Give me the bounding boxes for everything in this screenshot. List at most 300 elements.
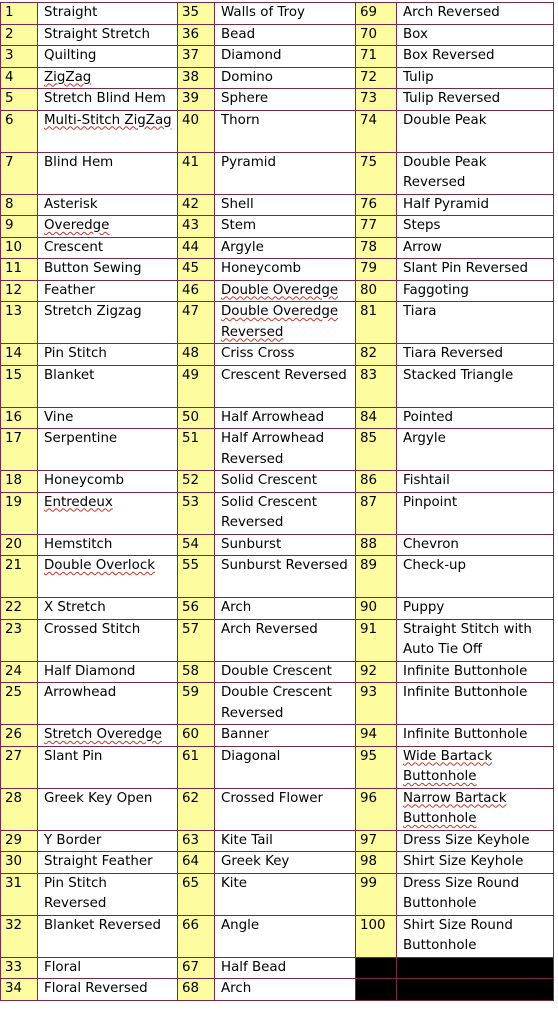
stitch-name-text: Hemstitch	[44, 536, 113, 552]
table-row	[1, 661, 554, 683]
table-row	[1, 216, 554, 238]
stitch-name	[397, 725, 554, 747]
stitch-number: 26	[1, 725, 38, 747]
stitch-name	[38, 429, 178, 471]
stitch-number: 24	[1, 661, 38, 683]
stitch-number: 81	[356, 302, 397, 344]
stitch-name-text: Shell	[221, 196, 254, 212]
table-row	[1, 830, 554, 852]
stitch-number: 67	[178, 957, 215, 979]
stitch-number: 12	[1, 280, 38, 302]
stitch-name-text: Pinpoint	[403, 494, 458, 510]
stitch-name	[215, 619, 356, 661]
stitch-name-text: Serpentine	[44, 431, 118, 446]
stitch-number: 4	[1, 67, 38, 89]
stitch-name-text: Solid Crescent Reversed	[221, 494, 318, 530]
stitch-name-text: Box	[403, 26, 428, 42]
stitch-name	[397, 830, 554, 852]
stitch-name	[397, 407, 554, 429]
stitch-name	[38, 598, 178, 620]
stitch-name-text: Puppy	[403, 600, 445, 615]
stitch-number: 20	[1, 534, 38, 556]
stitch-number: 40	[178, 110, 215, 152]
stitch-name-text: Straight Stitch with Auto Tie Off	[403, 621, 532, 657]
table-row	[1, 683, 554, 725]
stitch-name-text: Infinite Buttonhole	[403, 663, 528, 679]
stitch-name	[215, 852, 356, 874]
table-row	[1, 915, 554, 957]
stitch-number: 72	[356, 67, 397, 89]
stitch-name-text: Half Arrowhead Reversed	[221, 431, 325, 467]
stitch-name	[38, 259, 178, 281]
stitch-name-text: Greek Key Open	[44, 790, 153, 806]
stitch-name	[397, 3, 554, 25]
stitch-number: 54	[178, 534, 215, 556]
stitch-name	[397, 788, 554, 830]
stitch-number: 84	[356, 407, 397, 429]
stitch-number: 37	[178, 46, 215, 68]
stitch-name	[215, 365, 356, 407]
stitch-name	[215, 259, 356, 281]
stitch-name	[215, 216, 356, 238]
stitch-name	[215, 788, 356, 830]
stitch-name	[397, 302, 554, 344]
stitch-number: 99	[356, 873, 397, 915]
stitch-number: 45	[178, 259, 215, 281]
stitch-number: 68	[178, 979, 215, 1001]
stitch-name	[38, 492, 178, 534]
stitch-number: 86	[356, 471, 397, 493]
stitch-name	[397, 259, 554, 281]
stitch-number: 80	[356, 280, 397, 302]
stitch-number: 21	[1, 556, 38, 598]
table-row	[1, 302, 554, 344]
stitch-name-text: Infinite Buttonhole	[403, 685, 528, 700]
stitch-name-text: Stretch Zigzag	[44, 304, 142, 319]
stitch-name-text: Arch Reversed	[221, 621, 318, 637]
table-row	[1, 259, 554, 281]
stitch-name	[397, 661, 554, 683]
stitch-name-text: Double Peak Reversed	[403, 154, 487, 190]
stitch-name	[38, 471, 178, 493]
stitch-number: 63	[178, 830, 215, 852]
stitch-number: 92	[356, 661, 397, 683]
stitch-name	[397, 67, 554, 89]
stitch-name	[215, 407, 356, 429]
stitch-number: 23	[1, 619, 38, 661]
stitch-number: 10	[1, 237, 38, 259]
stitch-name	[215, 89, 356, 111]
stitch-name-text: Narrow Bartack Buttonhole	[403, 790, 507, 826]
stitch-name	[215, 683, 356, 725]
stitch-name-text: Button Sewing	[44, 261, 142, 276]
stitch-name-text: Double Overedge Reversed	[221, 304, 339, 340]
stitch-number: 83	[356, 365, 397, 407]
stitch-number: 29	[1, 830, 38, 852]
stitch-name	[38, 830, 178, 852]
table-row	[1, 598, 554, 620]
stitch-table	[0, 2, 554, 1001]
stitch-number: 31	[1, 873, 38, 915]
stitch-number: 44	[178, 237, 215, 259]
stitch-number: 82	[356, 344, 397, 366]
stitch-name-text: Shirt Size Keyhole	[403, 854, 524, 869]
stitch-name-text: Pointed	[403, 409, 453, 425]
stitch-name-text: Straight Stretch	[44, 26, 150, 42]
table-row	[1, 280, 554, 302]
stitch-name	[38, 746, 178, 788]
table-row	[1, 471, 554, 493]
stitch-name-text: Honeycomb	[44, 473, 125, 488]
stitch-number: 13	[1, 302, 38, 344]
stitch-number: 46	[178, 280, 215, 302]
stitch-name	[215, 957, 356, 979]
stitch-name-text: Stretch Overedge	[44, 727, 162, 742]
stitch-name	[38, 534, 178, 556]
stitch-number: 5	[1, 89, 38, 111]
stitch-name-text: Feather	[44, 282, 95, 298]
table-row	[1, 873, 554, 915]
stitch-number: 51	[178, 429, 215, 471]
empty-cell	[356, 957, 397, 979]
stitch-name-text: Arrow	[403, 239, 442, 255]
stitch-number: 17	[1, 429, 38, 471]
stitch-number: 52	[178, 471, 215, 493]
stitch-name-text: Asterisk	[44, 196, 98, 212]
stitch-name-text: Arch	[221, 981, 252, 996]
stitch-name-text: Half Pyramid	[403, 196, 489, 212]
empty-cell	[397, 957, 554, 979]
stitch-number: 74	[356, 110, 397, 152]
stitch-number: 42	[178, 194, 215, 216]
stitch-name	[38, 365, 178, 407]
stitch-name-text: Tulip	[403, 69, 434, 85]
stitch-name-text: Y Border	[44, 832, 102, 848]
stitch-name-text: Domino	[221, 69, 273, 85]
stitch-number: 39	[178, 89, 215, 111]
stitch-name	[397, 24, 554, 46]
stitch-name	[397, 46, 554, 68]
stitch-name	[215, 46, 356, 68]
stitch-number: 8	[1, 194, 38, 216]
stitch-number: 95	[356, 746, 397, 788]
stitch-name-text: Arch Reversed	[403, 5, 500, 20]
stitch-name	[397, 534, 554, 556]
stitch-name-text: Vine	[44, 409, 74, 425]
stitch-number: 55	[178, 556, 215, 598]
stitch-name	[215, 344, 356, 366]
stitch-number: 90	[356, 598, 397, 620]
stitch-name-text: Arch	[221, 600, 252, 615]
stitch-name-text: Blanket	[44, 367, 95, 383]
stitch-name-text: Pin Stitch	[44, 346, 107, 361]
stitch-number: 16	[1, 407, 38, 429]
stitch-number: 3	[1, 46, 38, 68]
stitch-name	[397, 746, 554, 788]
stitch-name	[397, 873, 554, 915]
stitch-name	[215, 979, 356, 1001]
stitch-name-text: Slant Pin	[44, 748, 103, 764]
stitch-number: 28	[1, 788, 38, 830]
stitch-name	[38, 852, 178, 874]
stitch-name-text: Kite Tail	[221, 832, 273, 848]
stitch-number: 49	[178, 365, 215, 407]
stitch-number: 53	[178, 492, 215, 534]
stitch-name-text: Pin Stitch Reversed	[44, 875, 107, 911]
stitch-name-text: Tiara Reversed	[403, 346, 503, 361]
stitch-name-text: Sphere	[221, 91, 269, 106]
table-row	[1, 152, 554, 194]
stitch-name	[215, 830, 356, 852]
table-row	[1, 89, 554, 111]
stitch-number: 58	[178, 661, 215, 683]
table-row	[1, 3, 554, 25]
stitch-name	[38, 280, 178, 302]
stitch-name	[215, 873, 356, 915]
stitch-number: 73	[356, 89, 397, 111]
stitch-number: 96	[356, 788, 397, 830]
stitch-name-text: Half Diamond	[44, 663, 136, 679]
table-row	[1, 194, 554, 216]
stitch-name	[38, 344, 178, 366]
stitch-name	[397, 344, 554, 366]
stitch-name	[38, 152, 178, 194]
stitch-name	[38, 3, 178, 25]
stitch-number: 30	[1, 852, 38, 874]
stitch-name-text: Tulip Reversed	[403, 91, 501, 106]
stitch-name-text: Greek Key	[221, 854, 290, 869]
stitch-name-text: Banner	[221, 727, 270, 742]
stitch-name	[38, 556, 178, 598]
stitch-name	[38, 683, 178, 725]
stitch-name	[397, 598, 554, 620]
stitch-number: 1	[1, 3, 38, 25]
stitch-name-text: Half Arrowhead	[221, 409, 325, 425]
stitch-number: 79	[356, 259, 397, 281]
stitch-name	[397, 110, 554, 152]
stitch-name-text: Walls of Troy	[221, 5, 305, 20]
stitch-name-text: Faggoting	[403, 282, 469, 298]
table-row	[1, 237, 554, 259]
stitch-number: 2	[1, 24, 38, 46]
stitch-number: 97	[356, 830, 397, 852]
stitch-name	[38, 24, 178, 46]
stitch-number: 6	[1, 110, 38, 152]
table-row	[1, 46, 554, 68]
stitch-name-text: Bead	[221, 26, 256, 42]
stitch-name	[397, 365, 554, 407]
stitch-name	[215, 152, 356, 194]
stitch-number: 33	[1, 957, 38, 979]
stitch-number: 11	[1, 259, 38, 281]
table-row	[1, 556, 554, 598]
stitch-name-text: Angle	[221, 917, 260, 933]
stitch-name	[215, 915, 356, 957]
stitch-number: 18	[1, 471, 38, 493]
stitch-number: 59	[178, 683, 215, 725]
stitch-name-text: Kite	[221, 875, 247, 891]
stitch-name	[397, 152, 554, 194]
stitch-name	[38, 89, 178, 111]
stitch-name-text: Floral Reversed	[44, 981, 148, 996]
stitch-name	[38, 725, 178, 747]
stitch-name-text: Double Overlock	[44, 558, 155, 573]
table-row	[1, 67, 554, 89]
stitch-name	[38, 407, 178, 429]
stitch-name	[38, 979, 178, 1001]
stitch-number: 38	[178, 67, 215, 89]
stitch-name-text: Double Overedge	[221, 282, 339, 298]
stitch-name	[397, 492, 554, 534]
stitch-name-text: Crossed Flower	[221, 790, 324, 806]
stitch-number: 94	[356, 725, 397, 747]
table-row	[1, 110, 554, 152]
stitch-name	[215, 24, 356, 46]
table-row	[1, 725, 554, 747]
stitch-number: 71	[356, 46, 397, 68]
stitch-number: 25	[1, 683, 38, 725]
stitch-name-text: Fishtail	[403, 473, 450, 488]
stitch-name-text: Check-up	[403, 558, 467, 573]
stitch-name	[215, 67, 356, 89]
stitch-number: 98	[356, 852, 397, 874]
stitch-number: 100	[356, 915, 397, 957]
stitch-name-text: Wide Bartack Buttonhole	[403, 748, 493, 784]
stitch-name	[215, 280, 356, 302]
stitch-name	[215, 3, 356, 25]
stitch-name-text: Diagonal	[221, 748, 281, 764]
stitch-name	[38, 194, 178, 216]
stitch-number: 70	[356, 24, 397, 46]
stitch-number: 15	[1, 365, 38, 407]
stitch-name-text: Overedge	[44, 218, 110, 233]
stitch-number: 60	[178, 725, 215, 747]
stitch-name	[215, 429, 356, 471]
stitch-name	[397, 237, 554, 259]
stitch-number: 48	[178, 344, 215, 366]
stitch-name-text: Stretch Blind Hem	[44, 91, 166, 106]
stitch-name-text: X Stretch	[44, 600, 106, 615]
stitch-name	[38, 67, 178, 89]
stitch-number: 27	[1, 746, 38, 788]
stitch-name-text: Honeycomb	[221, 261, 302, 276]
stitch-number: 78	[356, 237, 397, 259]
stitch-name-text: Diamond	[221, 48, 282, 63]
stitch-name-text: Chevron	[403, 536, 459, 552]
stitch-name	[215, 302, 356, 344]
stitch-name-text: Dress Size Round Buttonhole	[403, 875, 520, 911]
stitch-name	[215, 534, 356, 556]
stitch-name-text: Stem	[221, 218, 257, 233]
stitch-number: 93	[356, 683, 397, 725]
stitch-name	[397, 471, 554, 493]
stitch-name-text: ZigZag	[44, 69, 92, 85]
stitch-number: 19	[1, 492, 38, 534]
stitch-number: 76	[356, 194, 397, 216]
stitch-name	[215, 194, 356, 216]
stitch-name	[38, 46, 178, 68]
stitch-number: 32	[1, 915, 38, 957]
stitch-name-text: Steps	[403, 218, 441, 233]
table-row	[1, 492, 554, 534]
stitch-number: 64	[178, 852, 215, 874]
stitch-name-text: Stacked Triangle	[403, 367, 514, 383]
table-row	[1, 429, 554, 471]
stitch-number: 35	[178, 3, 215, 25]
stitch-name	[215, 725, 356, 747]
stitch-number: 22	[1, 598, 38, 620]
stitch-number: 57	[178, 619, 215, 661]
stitch-name-text: Criss Cross	[221, 346, 295, 361]
stitch-name-text: Straight	[44, 5, 98, 20]
stitch-name	[397, 619, 554, 661]
stitch-number: 85	[356, 429, 397, 471]
stitch-name	[215, 598, 356, 620]
table-row	[1, 344, 554, 366]
table-row	[1, 979, 554, 1001]
stitch-name	[215, 237, 356, 259]
table-row	[1, 365, 554, 407]
stitch-name-text: Argyle	[403, 431, 446, 446]
stitch-number: 61	[178, 746, 215, 788]
stitch-name	[397, 915, 554, 957]
table-row	[1, 788, 554, 830]
stitch-name-text: Quilting	[44, 48, 97, 63]
stitch-name-text: Multi-Stitch ZigZag	[44, 112, 172, 128]
stitch-number: 75	[356, 152, 397, 194]
stitch-name	[397, 852, 554, 874]
stitch-name	[215, 556, 356, 598]
stitch-name-text: Argyle	[221, 239, 264, 255]
stitch-name-text: Tiara	[403, 304, 437, 319]
stitch-name	[215, 746, 356, 788]
stitch-name	[397, 216, 554, 238]
stitch-name-text: Floral	[44, 959, 82, 975]
stitch-number: 41	[178, 152, 215, 194]
stitch-number: 50	[178, 407, 215, 429]
stitch-name	[397, 280, 554, 302]
stitch-name-text: Box Reversed	[403, 48, 495, 63]
stitch-name-text: Crossed Stitch	[44, 621, 141, 637]
stitch-name	[38, 302, 178, 344]
stitch-name-text: Double Crescent Reversed	[221, 685, 332, 721]
stitch-number: 88	[356, 534, 397, 556]
stitch-number: 65	[178, 873, 215, 915]
empty-cell	[397, 979, 554, 1001]
stitch-name	[397, 429, 554, 471]
stitch-name	[38, 661, 178, 683]
stitch-name-text: Pyramid	[221, 154, 276, 170]
stitch-number: 43	[178, 216, 215, 238]
stitch-number: 34	[1, 979, 38, 1001]
table-row	[1, 407, 554, 429]
stitch-number: 7	[1, 152, 38, 194]
stitch-name	[38, 237, 178, 259]
stitch-number: 87	[356, 492, 397, 534]
stitch-number: 14	[1, 344, 38, 366]
stitch-name-text: Blanket Reversed	[44, 917, 161, 933]
stitch-name-text: Arrowhead	[44, 685, 117, 700]
table-row	[1, 957, 554, 979]
stitch-name-text: Thorn	[221, 112, 260, 128]
stitch-number: 47	[178, 302, 215, 344]
stitch-name-text: Shirt Size Round Buttonhole	[403, 917, 513, 953]
stitch-name	[215, 661, 356, 683]
stitch-name	[38, 915, 178, 957]
stitch-name	[397, 556, 554, 598]
stitch-name-text: Entredeux	[44, 494, 113, 510]
stitch-number: 77	[356, 216, 397, 238]
